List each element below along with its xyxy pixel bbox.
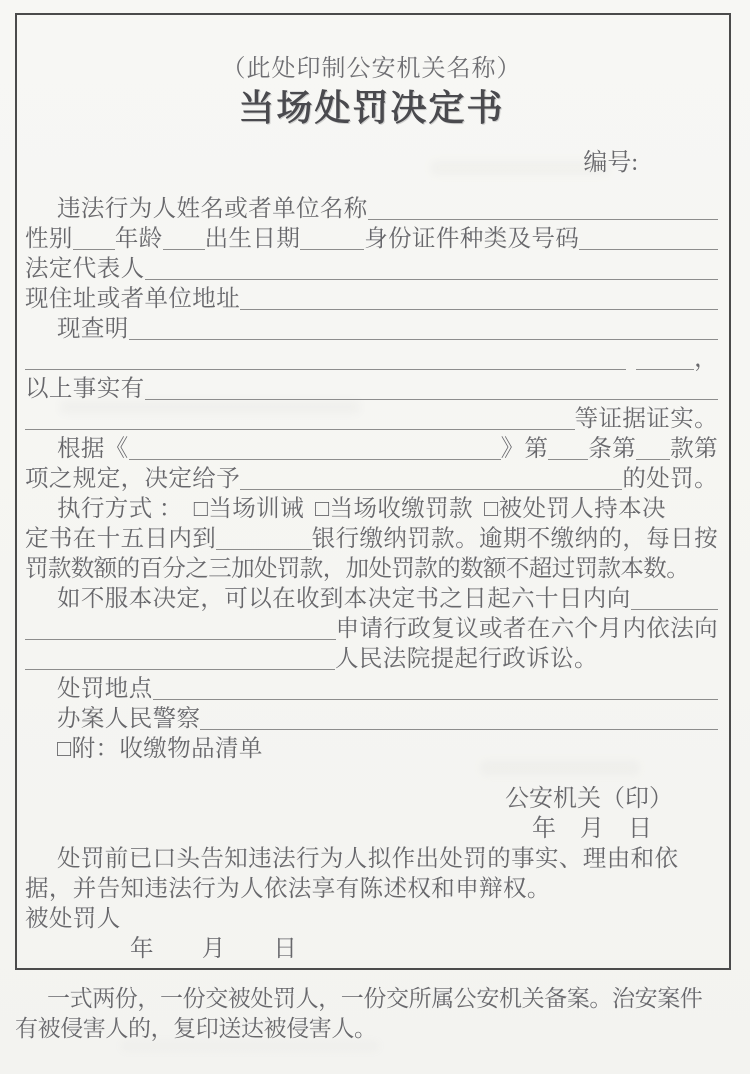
- row-attachment: [25, 734, 718, 764]
- row-appeal: [25, 584, 718, 614]
- row-agency-seal: [25, 784, 718, 814]
- legal-representative-label: 法定代表人: [25, 256, 145, 282]
- punished-person-label: 被处罚人: [25, 906, 121, 932]
- officer-blank: [200, 710, 718, 730]
- notice-line-1: 处罚前已口头告知违法行为人拟作出处罚的事实、理由和依: [57, 846, 679, 872]
- row-personal-info: [25, 224, 718, 254]
- decision-prefix: 项之规定，决定给予: [25, 466, 241, 492]
- row-punished-person-date: [25, 934, 718, 964]
- bank-name-blank: [216, 530, 311, 550]
- article-number-blank: [548, 440, 588, 460]
- age-blank: [163, 230, 205, 250]
- row-evidence-intro: [25, 374, 718, 404]
- row-findings-continued: [25, 344, 718, 374]
- row-bank-payment: [25, 524, 718, 554]
- row-punishment-decision: [25, 464, 718, 494]
- legal-basis-mid: 》第: [500, 436, 549, 462]
- evidence-intro-label: 以上事实有: [25, 376, 145, 402]
- agency-name-placeholder: （此处印制公安机关名称）: [221, 56, 522, 82]
- address-label: 现住址或者单位地址: [25, 286, 241, 312]
- row-notice-1: [25, 844, 718, 874]
- row-address: [25, 284, 718, 314]
- row-offender-name: [25, 194, 718, 224]
- birthdate-label: 出生日期: [204, 226, 301, 252]
- findings-label: 现查明: [57, 316, 129, 342]
- punishment-blank: [240, 470, 622, 490]
- row-officer: [25, 704, 718, 734]
- appeal-authority-blank: [631, 590, 718, 610]
- row-punishment-place: [25, 674, 718, 704]
- form-border: [15, 13, 731, 970]
- notice-line-2: 据，并告知违法行为人依法享有陈述权和申辩权。: [25, 876, 551, 902]
- id-type-label: 身份证件种类及号码: [364, 226, 580, 252]
- court-name-blank: [25, 650, 335, 670]
- bank-payment-suffix: 银行缴纳罚款。逾期不缴纳的，每日按: [311, 526, 718, 552]
- officer-label: 办案人民警察: [57, 706, 201, 732]
- appeal-text: 如不服本决定，可以在收到本决定书之日起六十日内向: [57, 586, 631, 612]
- place-label: 处罚地点: [57, 676, 153, 702]
- footer-line-1: 一式两份，一份交被处罚人，一份交所属公安机关备案。治安案件: [47, 986, 703, 1011]
- birthdate-blank: [300, 230, 364, 250]
- form-body: [25, 194, 718, 964]
- gender-blank: [73, 230, 115, 250]
- findings-short-blank: [636, 350, 694, 370]
- footer-note: [15, 984, 731, 1044]
- law-name-blank: [129, 440, 501, 460]
- findings-blank: [129, 320, 718, 340]
- row-findings: [25, 314, 718, 344]
- execution-option-admonition-checkbox: □当场训诫: [193, 496, 304, 522]
- document-number-row: [25, 148, 718, 178]
- document-number-label: 编号:: [583, 150, 638, 176]
- offender-name-blank: [368, 200, 718, 220]
- row-court: [25, 644, 718, 674]
- execution-option-collect-fine-checkbox: □当场收缴罚款: [314, 496, 473, 522]
- findings-comma: ，: [694, 346, 718, 372]
- evidence-close-text: 等证据证实。: [574, 406, 718, 432]
- paragraph-number-blank: [636, 440, 670, 460]
- evidence-blank: [145, 380, 719, 400]
- footer-line-2: 有被侵害人的，复印送达被侵害人。: [15, 1016, 377, 1041]
- paragraph-label: 款第: [670, 436, 718, 462]
- attachment-checkbox-line: □附：收缴物品清单: [57, 736, 263, 762]
- evidence-continuation-blank: [25, 410, 575, 430]
- row-administrative-review: [25, 614, 718, 644]
- offender-name-label: 违法行为人姓名或者单位名称: [57, 196, 368, 222]
- review-text: 申请行政复议或者在六个月内依法向: [335, 616, 718, 642]
- bank-payment-prefix: 定书在十五日内到: [25, 526, 217, 552]
- punished-person-date: 年 月 日: [130, 936, 298, 962]
- execution-method-label: 执行方式 ：: [57, 496, 183, 522]
- id-number-blank: [579, 230, 718, 250]
- execution-option-bank-payment-checkbox: □被处罚人持本决: [483, 496, 666, 522]
- row-late-fee: [25, 554, 718, 584]
- findings-continuation-blank: [25, 350, 626, 370]
- court-text: 人民法院提起行政诉讼。: [335, 646, 598, 672]
- row-punished-person: [25, 904, 718, 934]
- gender-label: 性别: [25, 226, 73, 252]
- age-label: 年龄: [114, 226, 163, 252]
- row-legal-representative: [25, 254, 718, 284]
- review-authority-blank: [25, 620, 336, 640]
- late-fee-text: 罚款数额的百分之三加处罚款，加处罚款的数额不超过罚款本数。: [25, 556, 690, 582]
- row-execution-method: [25, 494, 718, 524]
- row-notice-2: [25, 874, 718, 904]
- seal-date-text: 年 月 日: [532, 816, 652, 842]
- address-blank: [240, 290, 718, 310]
- row-evidence-close: [25, 404, 718, 434]
- place-blank: [153, 680, 718, 700]
- legal-basis-prefix: 根据《: [57, 436, 129, 462]
- page-title: 当场处罚决定书: [238, 88, 505, 128]
- legal-representative-blank: [145, 260, 719, 280]
- row-legal-basis: [25, 434, 718, 464]
- agency-seal-text: 公安机关（印）: [505, 786, 673, 812]
- decision-suffix: 的处罚。: [622, 466, 718, 492]
- row-seal-date: [25, 814, 718, 844]
- article-label: 条第: [588, 436, 637, 462]
